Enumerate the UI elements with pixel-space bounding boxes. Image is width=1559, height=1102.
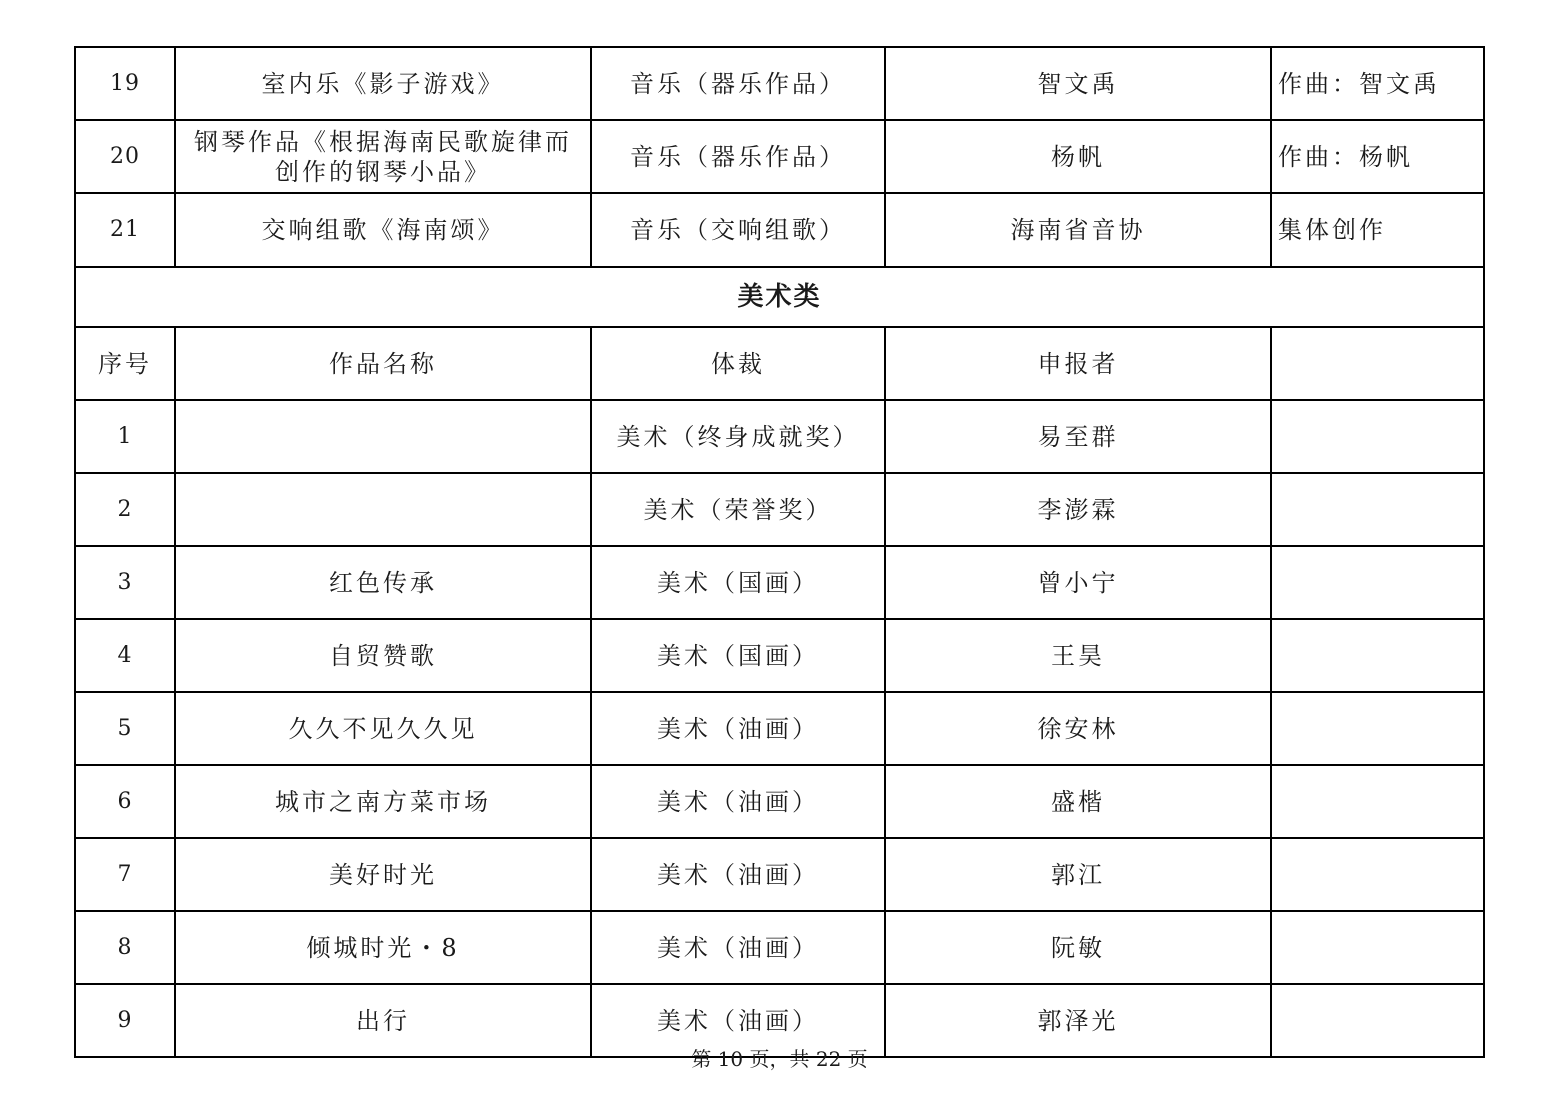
applicant: 李澎霖: [885, 473, 1271, 546]
table-row: [75, 47, 1484, 120]
work-title: 久久不见久久见: [175, 692, 591, 765]
applicant: 盛楷: [885, 765, 1271, 838]
section-header-row: [75, 267, 1484, 327]
applicant: 徐安林: [885, 692, 1271, 765]
column-header-row: [75, 327, 1484, 400]
work-title: 钢琴作品《根据海南民歌旋律而创作的钢琴小品》: [175, 120, 591, 193]
work-genre: 美术（油画）: [591, 692, 885, 765]
table-row: [75, 692, 1484, 765]
work-title: 室内乐《影子游戏》: [175, 47, 591, 120]
table-row: [75, 765, 1484, 838]
applicant: 郭江: [885, 838, 1271, 911]
row-number: 7: [75, 838, 175, 911]
column-header-genre: 体裁: [591, 327, 885, 400]
section-title: 美术类: [75, 267, 1484, 327]
table-row: [75, 193, 1484, 267]
note: 集体创作: [1271, 193, 1484, 267]
work-title: 城市之南方菜市场: [175, 765, 591, 838]
row-number: 2: [75, 473, 175, 546]
column-header-note: [1271, 327, 1484, 400]
applicant: 杨帆: [885, 120, 1271, 193]
note: [1271, 838, 1484, 911]
note: [1271, 473, 1484, 546]
work-genre: 美术（国画）: [591, 619, 885, 692]
work-title: 红色传承: [175, 546, 591, 619]
column-header-no: 序号: [75, 327, 175, 400]
applicant: 王昊: [885, 619, 1271, 692]
table-row: [75, 400, 1484, 473]
note: [1271, 765, 1484, 838]
table-row: [75, 546, 1484, 619]
work-genre: 音乐（交响组歌）: [591, 193, 885, 267]
work-title: 自贸赞歌: [175, 619, 591, 692]
row-number: 1: [75, 400, 175, 473]
table-row: [75, 120, 1484, 193]
work-genre: 美术（终身成就奖）: [591, 400, 885, 473]
note: [1271, 692, 1484, 765]
column-header-applicant: 申报者: [885, 327, 1271, 400]
row-number: 5: [75, 692, 175, 765]
award-table: [74, 46, 1485, 1058]
row-number: 21: [75, 193, 175, 267]
applicant: 智文禹: [885, 47, 1271, 120]
row-number: 9: [75, 984, 175, 1057]
row-number: 3: [75, 546, 175, 619]
row-number: 6: [75, 765, 175, 838]
applicant: 海南省音协: [885, 193, 1271, 267]
row-number: 4: [75, 619, 175, 692]
work-genre: 音乐（器乐作品）: [591, 120, 885, 193]
note: [1271, 400, 1484, 473]
work-genre: 美术（油画）: [591, 765, 885, 838]
table-row: [75, 619, 1484, 692]
work-title: [175, 473, 591, 546]
applicant: 阮敏: [885, 911, 1271, 984]
work-genre: 美术（油画）: [591, 838, 885, 911]
row-number: 20: [75, 120, 175, 193]
work-title: 倾城时光・8: [175, 911, 591, 984]
row-number: 8: [75, 911, 175, 984]
applicant: 易至群: [885, 400, 1271, 473]
note: 作曲：智文禹: [1271, 47, 1484, 120]
note: 作曲：杨帆: [1271, 120, 1484, 193]
work-genre: 美术（国画）: [591, 546, 885, 619]
applicant: 郭泽光: [885, 984, 1271, 1057]
work-genre: 音乐（器乐作品）: [591, 47, 885, 120]
work-title: 交响组歌《海南颂》: [175, 193, 591, 267]
work-genre: 美术（油画）: [591, 984, 885, 1057]
table-row: [75, 911, 1484, 984]
work-title: 出行: [175, 984, 591, 1057]
page-footer: 第 10 页，共 22 页: [691, 1047, 868, 1071]
note: [1271, 911, 1484, 984]
applicant: 曾小宁: [885, 546, 1271, 619]
work-title: 美好时光: [175, 838, 591, 911]
table-row: [75, 473, 1484, 546]
column-header-title: 作品名称: [175, 327, 591, 400]
work-genre: 美术（油画）: [591, 911, 885, 984]
work-genre: 美术（荣誉奖）: [591, 473, 885, 546]
note: [1271, 619, 1484, 692]
table-row: [75, 838, 1484, 911]
work-title: [175, 400, 591, 473]
note: [1271, 546, 1484, 619]
row-number: 19: [75, 47, 175, 120]
